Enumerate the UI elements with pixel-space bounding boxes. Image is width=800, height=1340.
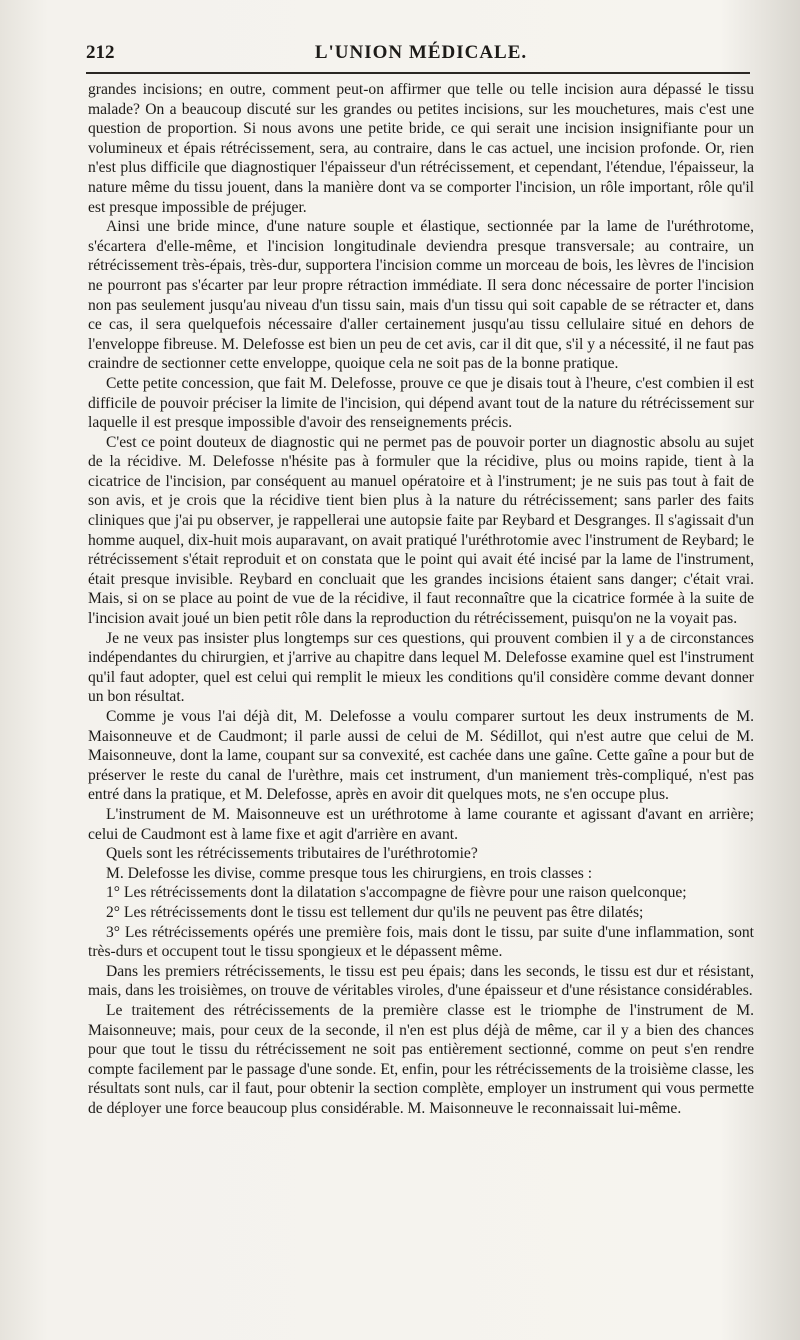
paragraph: Ainsi une bride mince, d'une nature souple et élastique, sectionnée par la lame de l'uréthrotome, s'écartera d'elle-même, et l'incision longitudinale deviendra presque transversale; au contraire, un rétrécissement très-épais, très-dur, supportera l'incision comme un morceau de bois, les lèvres de l'incision ne pourront pas s'écarter par leur propre rétraction immédiate. Il sera donc nécessaire de porter l'incision non pas seulement jusqu'au niveau d'un tissu sain, mais d'un tissu qui soit capable de se rétracter et, dans ce cas, il sera quelquefois nécessaire d'aller certainement jusqu'au tissu cellulaire situé en dehors de l'enveloppe fibreuse. M. Delefosse est bien un peu de cet avis, car il dit que, s'il y a nécessité, il ne faut pas craindre de sectionner cette enveloppe, quoique cela ne soit pas de la bonne pratique. — [88, 218, 754, 373]
paragraph: Comme je vous l'ai déjà dit, M. Delefosse a voulu comparer surtout les deux instruments de M. Maisonneuve et de Caudmont; il parle aussi de celui de M. Sédillot, qui n'est autre que celui de M. Maisonneuve, dont la lame, coupant sur sa convexité, est cachée dans une gaîne. Cette gaîne a pour but de préserver le reste du canal de l'urèthre, mais cet instrument, d'un maniement très-compliqué, n'est pas entré dans la pratique, et M. Delefosse, après en avoir dit quelques mots, ne s'en occupe plus. — [88, 708, 754, 804]
list-item: 3° Les rétrécissements opérés une première fois, mais dont le tissu, par suite d'une inflammation, sont très-durs et occupent tout le tissu spongieux et le dépassent même. — [88, 923, 754, 961]
paragraph: Je ne veux pas insister plus longtemps sur ces questions, qui prouvent combien il y a de circonstances indépendantes du chirurgien, et j'arrive au chapitre dans lequel M. Delefosse examine quel est l'instrument qu'il faut adopter, quel est celui qui remplit le mieux les conditions qu'il considère comme devant donner un bon résultat. — [88, 629, 754, 706]
paragraph: Le traitement des rétrécissements de la première classe est le triomphe de l'instrument de M. Maisonneuve; mais, pour ceux de la seconde, il n'en est plus déjà de même, car il y a bien des chances pour que tout le tissu du rétrécissement ne soit pas entièrement sectionné, comme on peut s'en rendre compte facilement par le passage d'une sonde. Et, enfin, pour les rétrécissements de la troisième classe, les résultats sont nuls, car il faut, pour obtenir la section complète, employer un instrument qui vous permette de déployer une force beaucoup plus considérable. M. Maisonneuve le reconnaissait lui-même. — [88, 1001, 754, 1117]
paragraph: grandes incisions; en outre, comment peut-on affirmer que telle ou telle incision aura dépassé le tissu malade? On a beaucoup discuté sur les grandes ou petites incisions, sur les mouchetures, mais c'est une question de proportion. Si nous avons une petite bride, ce qui serait une incision insignifiante pour un volumineux et épais rétrécissement, sera, au contraire, dans le cas actuel, une incision profonde. Or, rien n'est plus difficile que diagnostiquer l'épaisseur d'un rétrécissement, et cependant, l'étendue, l'épaisseur, la nature même du tissu jouent, dans la manière dont va se comporter l'incision, un rôle important, rôle qu'il est presque impossible de préjuger. — [88, 81, 754, 216]
list-item: 1° Les rétrécissements dont la dilatation s'accompagne de fièvre pour une raison quelconque; — [106, 884, 687, 902]
paragraph: Dans les premiers rétrécissements, le tissu est peu épais; dans les seconds, le tissu est dur et résistant, mais, dans les troisièmes, on trouve de véritables viroles, d'une épaisseur et d'une résistance considérables. — [88, 962, 754, 1000]
paragraph: Quels sont les rétrécissements tributaires de l'uréthrotomie? — [106, 845, 478, 863]
paragraph: L'instrument de M. Maisonneuve est un uréthrotome à lame courante et agissant d'avant en arrière; celui de Caudmont est à lame fixe et agit d'arrière en avant. — [88, 805, 754, 843]
page-header — [86, 36, 756, 70]
body-text — [88, 80, 754, 1118]
paragraph: M. Delefosse les divise, comme presque tous les chirurgiens, en trois classes : — [106, 864, 593, 882]
header-rule — [86, 72, 750, 74]
list-item: 2° Les rétrécissements dont le tissu est tellement dur qu'ils ne peuvent pas être dilatés; — [106, 903, 644, 921]
paragraph: C'est ce point douteux de diagnostic qui ne permet pas de pouvoir porter un diagnostic absolu au sujet de la récidive. M. Delefosse n'hésite pas à formuler que la récidive, plus ou moins rapide, tient à la cicatrice de l'incision, par conséquent au manuel opératoire et à l'instrument; je ne suis pas tout à fait de son avis, et je crois que la récidive tient bien plus à la nature du rétrécissement; sans parler des faits cliniques que j'ai pu observer, je rappellerai une autopsie faite par Reybard et Desgranges. Il s'agissait d'un homme auquel, dix-huit mois auparavant, on avait pratiqué l'uréthrotomie avec l'instrument de Reybard; le rétrécissement s'était reproduit et on constata que le point qui avait été incisé par la lame de l'instrument, était presque invisible. Reybard en concluait que les grandes incisions étaient sans danger; c'était vrai. Mais, si on se place au point de vue de la récidive, il faut reconnaître que la cicatrice formée à la suite de l'incision avait joué un bien petit rôle dans la reproduction du rétrécissement, puisqu'on ne la voyait pas. — [88, 433, 754, 628]
paragraph: Cette petite concession, que fait M. Delefosse, prouve ce que je disais tout à l'heure, c'est combien il est difficile de pouvoir préciser la limite de l'incision, qui dépend avant tout de la nature du rétrécissement sur laquelle il est presque impossible d'avoir des renseignements précis. — [88, 374, 754, 432]
page-number: 212 — [86, 42, 115, 63]
running-title: L'UNION MÉDICALE. — [314, 42, 528, 63]
